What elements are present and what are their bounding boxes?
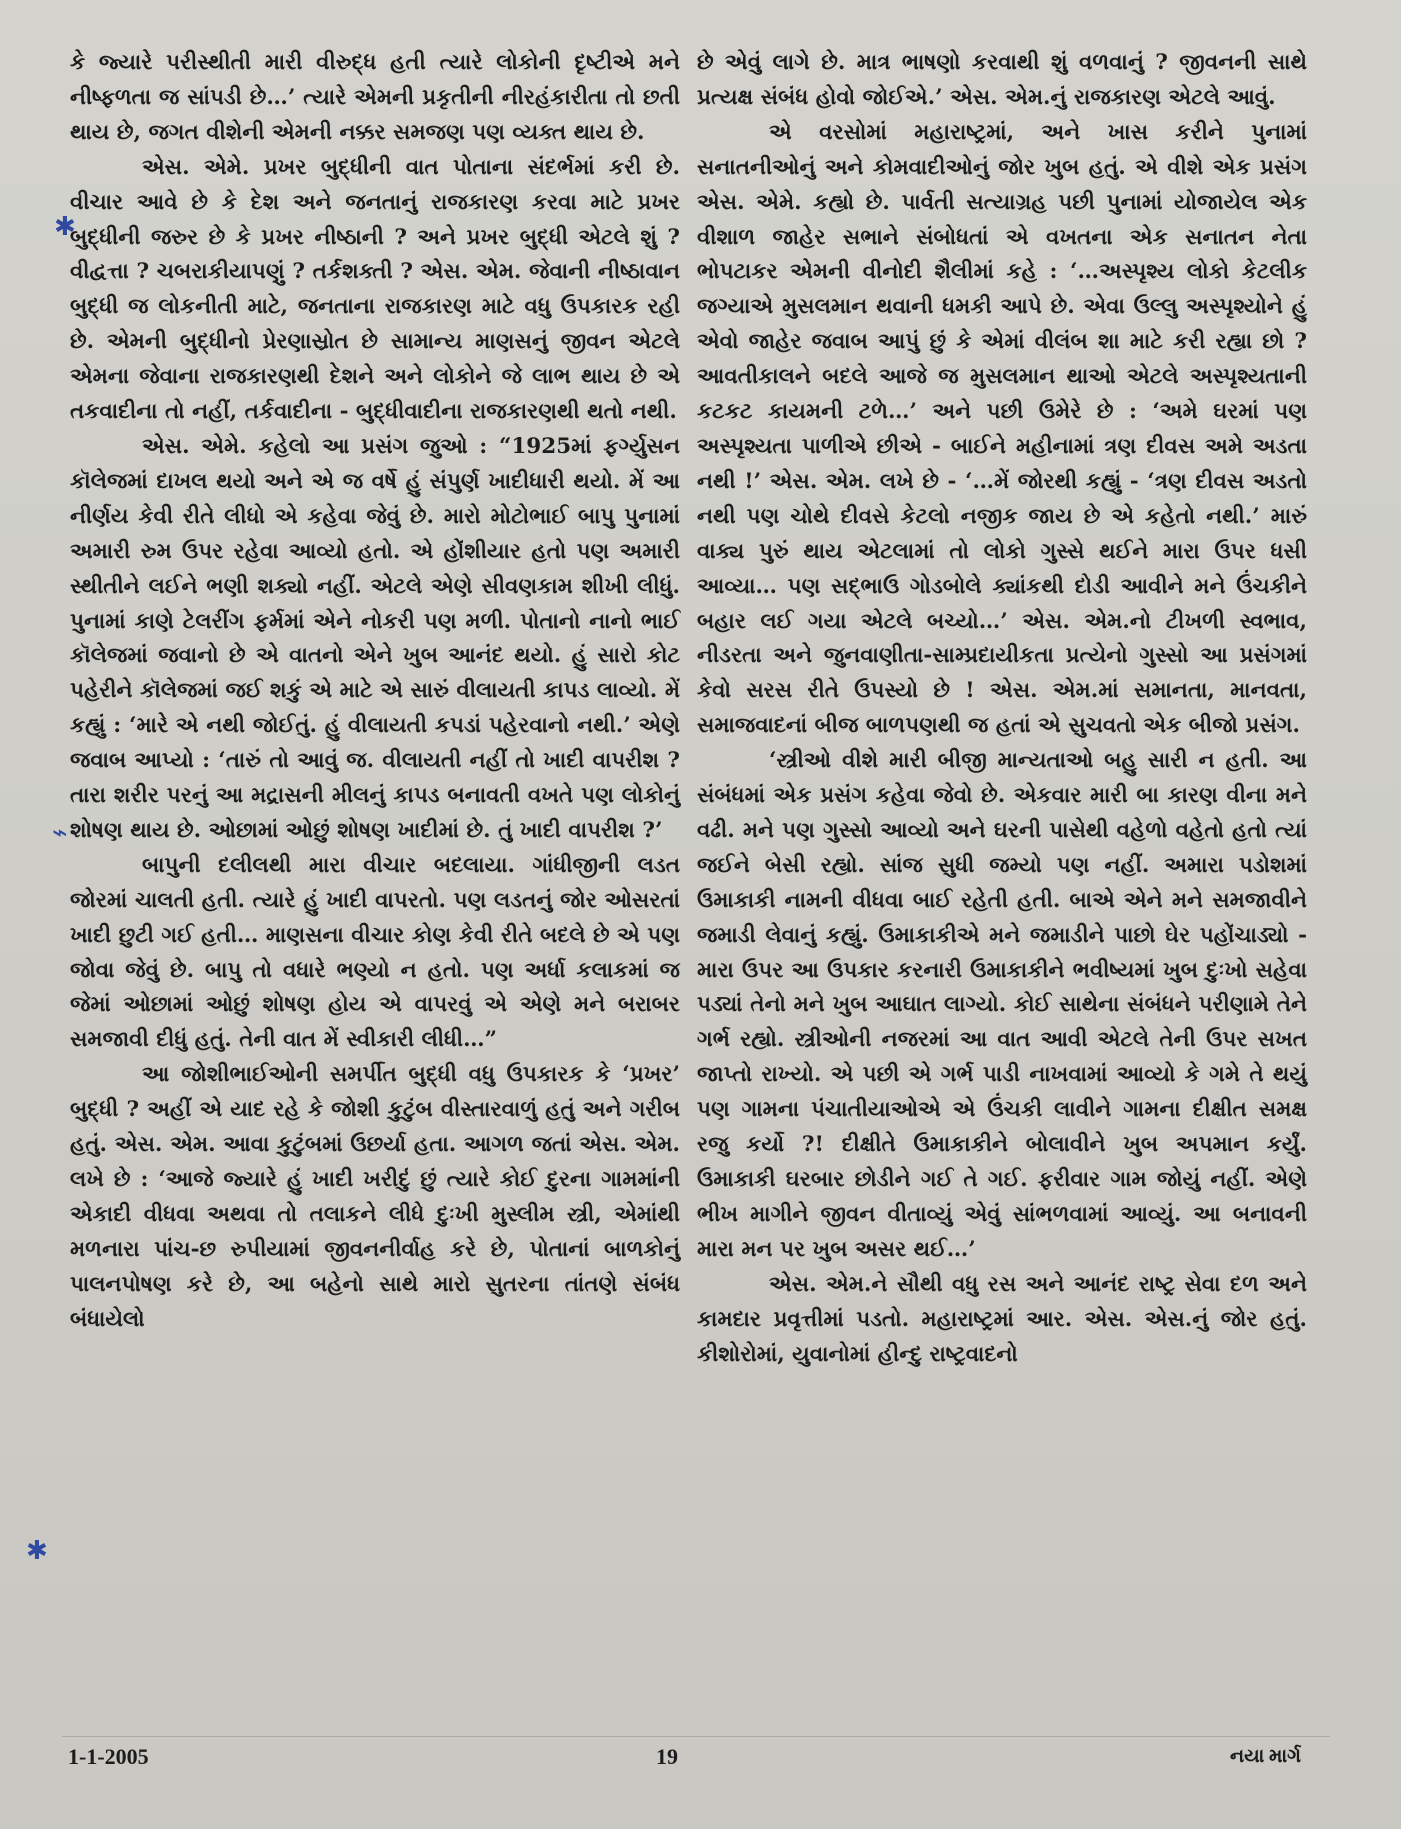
paragraph: એસ. એમ.ને સૌથી વધુ રસ અને આનંદ રાષ્ટ્ર સેવા દળ અને કામદાર પ્રવૃત્તીમાં પડતો. મહારાષ્ટ્રમાં આર. એસ. એસ.નું જોર હતું. કીશોરોમાં, યુવાનોમાં હીન્દુ રાષ્ટ્રવાદનો bbox=[697, 1271, 1307, 1367]
paragraph: કે જ્યારે પરીસ્થીતી મારી વીરુદ્ધ હતી ત્યારે લોકોની દૃષ્ટીએ મને નીષ્ફળતા જ સાંપડી છે…’ ત્યારે એમની પ્રકૃતીની નીરહંકારીતા તો છતી થાય છે, જગત વીશેની એમની નક્કર સમજણ પણ વ્યક્ત થાય છે. bbox=[70, 50, 680, 145]
right-column bbox=[697, 46, 1307, 1372]
paragraph: આ જોશીભાઈઓની સમર્પીત બુદ્ધી વધુ ઉપકારક કે ‘પ્રખર’ બુદ્ધી ? અહીં એ યાદ રહે કે જોશી કુટુંબ વીસ્તારવાળું હતું અને ગરીબ હતું. એસ. એમ. આવા કુટુંબમાં ઉછર્યા હતા. આગળ જતાં એસ. એમ. લખે છે : ‘આજે જ્યારે હું ખાદી ખરીદું છું ત્યારે કોઈ દુરના ગામમાંની એકાદી વીધવા અથવા તો તલાકને લીધે દુઃખી મુસ્લીમ સ્ત્રી, એમાંથી મળનારા પાંચ-છ રુપીયામાં જીવનનીર્વાહ કરે છે, પોતાનાં બાળકોનું પાલનપોષણ કરે છે, આ બહેનો સાથે મારો સુતરના તાંતણે સંબંધ બંધાયેલો bbox=[70, 1062, 680, 1332]
paragraph: બાપુની દલીલથી મારા વીચાર બદલાયા. ગાંધીજીની લડત જોરમાં ચાલતી હતી. ત્યારે હું ખાદી વાપરતો. પણ લડતનું જોર ઓસરતાં ખાદી છુટી ગઈ હતી… માણસના વીચાર કોણ કેવી રીતે બદલે છે એ પણ જોવા જેવું છે. બાપુ તો વધારે ભણ્યો ન હતો. પણ અર્ધા કલાકમાં જ જેમાં ઓછામાં ઓછું શોષણ હોય એ વાપરવું એ એણે મને બરાબર સમજાવી દીધું હતું. તેની વાત મેં સ્વીકારી લીધી…” bbox=[70, 852, 680, 1053]
footer-divider bbox=[62, 1736, 1330, 1737]
paragraph: એસ. એમે. પ્રખર બુદ્ધીની વાત પોતાના સંદર્ભમાં કરી છે. વીચાર આવે છે કે દેશ અને જનતાનું રાજકારણ કરવા માટે પ્રખર બુદ્ધીની જરુર છે કે પ્રખર નીષ્ઠાની ? અને પ્રખર બુદ્ધી એટલે શું ? વીદ્વત્તા ? ચબરાકીયાપણું ? તર્કશક્તી ? એસ. એમ. જેવાની નીષ્ઠાવાન બુદ્ધી જ લોકનીતી માટે, જનતાના રાજકારણ માટે વધુ ઉપકારક રહી છે. એમની બુદ્ધીનો પ્રેરણાસ્રોત છે સામાન્ય માણસનું જીવન એટલે એમના જેવાના રાજકારણથી દેશને અને લોકોને જે લાભ થાય છે એ તકવાદીના તો નહીં, તર્કવાદીના - બુદ્ધીવાદીના રાજકારણથી થતો નથી. bbox=[70, 154, 680, 425]
page-footer bbox=[0, 1744, 1401, 1784]
margin-mark-icon: ✱ bbox=[26, 1536, 48, 1566]
left-column bbox=[70, 46, 680, 1338]
paragraph: છે એવું લાગે છે. માત્ર ભાષણો કરવાથી શું વળવાનું ? જીવનની સાથે પ્રત્યક્ષ સંબંધ હોવો જોઈએ.’ એસ. એમ.નું રાજકારણ એટલે આવું. bbox=[697, 50, 1307, 110]
magazine-name: નયા માર્ગ bbox=[1229, 1746, 1301, 1767]
paragraph: ‘સ્ત્રીઓ વીશે મારી બીજી માન્યતાઓ બહુ સારી ન હતી. આ સંબંધમાં એક પ્રસંગ કહેવા જેવો છે. એકવાર મારી બા કારણ વીના મને વઢી. મને પણ ગુસ્સો આવ્યો અને ઘરની પાસેથી વહેળો વહેતો હતો ત્યાં જઈને બેસી રહ્યો. સાંજ સુધી જમ્યો પણ નહીં. અમારા પડોશમાં ઉમાકાકી નામની વીધવા બાઈ રહેતી હતી. બાએ એને મને સમજાવીને જમાડી લેવાનું કહ્યું. ઉમાકાકીએ મને જમાડીને પાછો ઘેર પહોંચાડ્યો - મારા ઉપર આ ઉપકાર કરનારી ઉમાકાકીને ભવીષ્યમાં ખુબ દુઃખો સહેવા પડ્યાં તેનો મને ખુબ આઘાત લાગ્યો. કોઈ સાથેના સંબંધને પરીણામે તેને ગર્ભ રહ્યો. સ્ત્રીઓની નજરમાં આ વાત આવી એટલે તેની ઉપર સખત જાપ્તો રાખ્યો. એ પછી એ ગર્ભ પાડી નાખવામાં આવ્યો કે ગમે તે થયું પણ ગામના પંચાતીયાઓએ એ ઉંચકી લાવીને ગામના દીક્ષીત સમક્ષ રજુ કર્યો ?! દીક્ષીતે ઉમાકાકીને બોલાવીને ખુબ અપમાન કર્યું. ઉમાકાકી ઘરબાર છોડીને ગઈ તે ગઈ. ફરીવાર ગામ જોયું નહીં. એણે ભીખ માગીને જીવન વીતાવ્યું એવું સાંભળવામાં આવ્યું. આ બનાવની મારા મન પર ખુબ અસર થઈ…’ bbox=[697, 748, 1307, 1262]
margin-mark-icon: ⌁ bbox=[52, 818, 68, 848]
paragraph: એસ. એમે. કહેલો આ પ્રસંગ જુઓ : “1925માં ફર્ગ્યુસન કૉલેજમાં દાખલ થયો અને એ જ વર્ષે હું સંપુર્ણ ખાદીધારી થયો. મેં આ નીર્ણય કેવી રીતે લીધો એ કહેવા જેવું છે. મારો મોટોભાઈ બાપુ પુનામાં અમારી રુમ ઉપર રહેવા આવ્યો હતો. એ હોંશીયાર હતો પણ અમારી સ્થીતીને લઈને ભણી શક્યો નહીં. એટલે એણે સીવણકામ શીખી લીધું. પુનામાં કાણે ટેલરીંગ ફર્મમાં એને નોકરી પણ મળી. પોતાનો નાનો ભાઈ કૉલેજમાં જવાનો છે એ વાતનો એને ખુબ આનંદ થયો. હું સારો કોટ પહેરીને કૉલેજમાં જઈ શકું એ માટે એ સારું વીલાયતી કાપડ લાવ્યો. મેં કહ્યું : ‘મારે એ નથી જોઈતું. હું વીલાયતી કપડાં પહેરવાનો નથી.’ એણે જવાબ આપ્યો : ‘તારું તો આવું જ. વીલાયતી નહીં તો ખાદી વાપરીશ ? તારા શરીર પરનું આ મદ્રાસની મીલનું કાપડ બનાવતી વખતે પણ લોકોનું શોષણ થાય છે. ઓછામાં ઓછું શોષણ ખાદીમાં છે. તું ખાદી વાપરીશ ?’ bbox=[70, 433, 680, 843]
issue-date: 1-1-2005 bbox=[68, 1744, 149, 1769]
page-number: 19 bbox=[656, 1744, 678, 1769]
paragraph: એ વરસોમાં મહારાષ્ટ્રમાં, અને ખાસ કરીને પુનામાં સનાતનીઓનું અને કોમવાદીઓનું જોર ખુબ હતું. એ વીશે એક પ્રસંગ એસ. એમે. કહ્યો છે. પાર્વતી સત્યાગ્રહ પછી પુનામાં યોજાયેલ એક વીશાળ જાહેર સભાને સંબોધતાં એ વખતના એક સનાતન નેતા ભોપટાકર એમની વીનોદી શૈલીમાં કહે : ‘…અસ્પૃશ્ય લોકો કેટલીક જગ્યાએ મુસલમાન થવાની ધમકી આપે છે. એવા ઉલ્લુ અસ્પૃશ્યોને હું એવો જાહેર જવાબ આપું છું કે એમાં વીલંબ શા માટે કરી રહ્યા છો ? આવતીકાલને બદલે આજે જ મુસલમાન થાઓ એટલે અસ્પૃશ્યતાની કટકટ કાયમની ટળે…’ અને પછી ઉમેરે છે : ‘અમે ઘરમાં પણ અસ્પૃશ્યતા પાળીએ છીએ - બાઈને મહીનામાં ત્રણ દીવસ અમે અડતા નથી !’ એસ. એમ. લખે છે - ‘…મેં જોરથી કહ્યું - ‘ત્રણ દીવસ અડતો નથી પણ ચોથે દીવસે કેટલો નજીક જાય છે એ કહેતો નથી.’ મારું વાક્ય પુરું થાય એટલામાં તો લોકો ગુસ્સે થઈને મારા ઉપર ધસી આવ્યા… પણ સદ્ભાઉ ગોડબોલે ક્યાંકથી દોડી આવીને મને ઉંચકીને બહાર લઈ ગયા એટલે બચ્યો…’ એસ. એમ.નો ટીખળી સ્વભાવ, નીડરતા અને જુનવાણીતા-સામ્પ્રદાયીકતા પ્રત્યેનો ગુસ્સો આ પ્રસંગમાં કેવો સરસ રીતે ઉપસ્યો છે ! એસ. એમ.માં સમાનતા, માનવતા, સમાજવાદનાં બીજ બાળપણથી જ હતાં એ સુચવતો એક બીજો પ્રસંગ. bbox=[697, 119, 1307, 739]
margin-mark-icon: ✱ bbox=[54, 212, 76, 242]
